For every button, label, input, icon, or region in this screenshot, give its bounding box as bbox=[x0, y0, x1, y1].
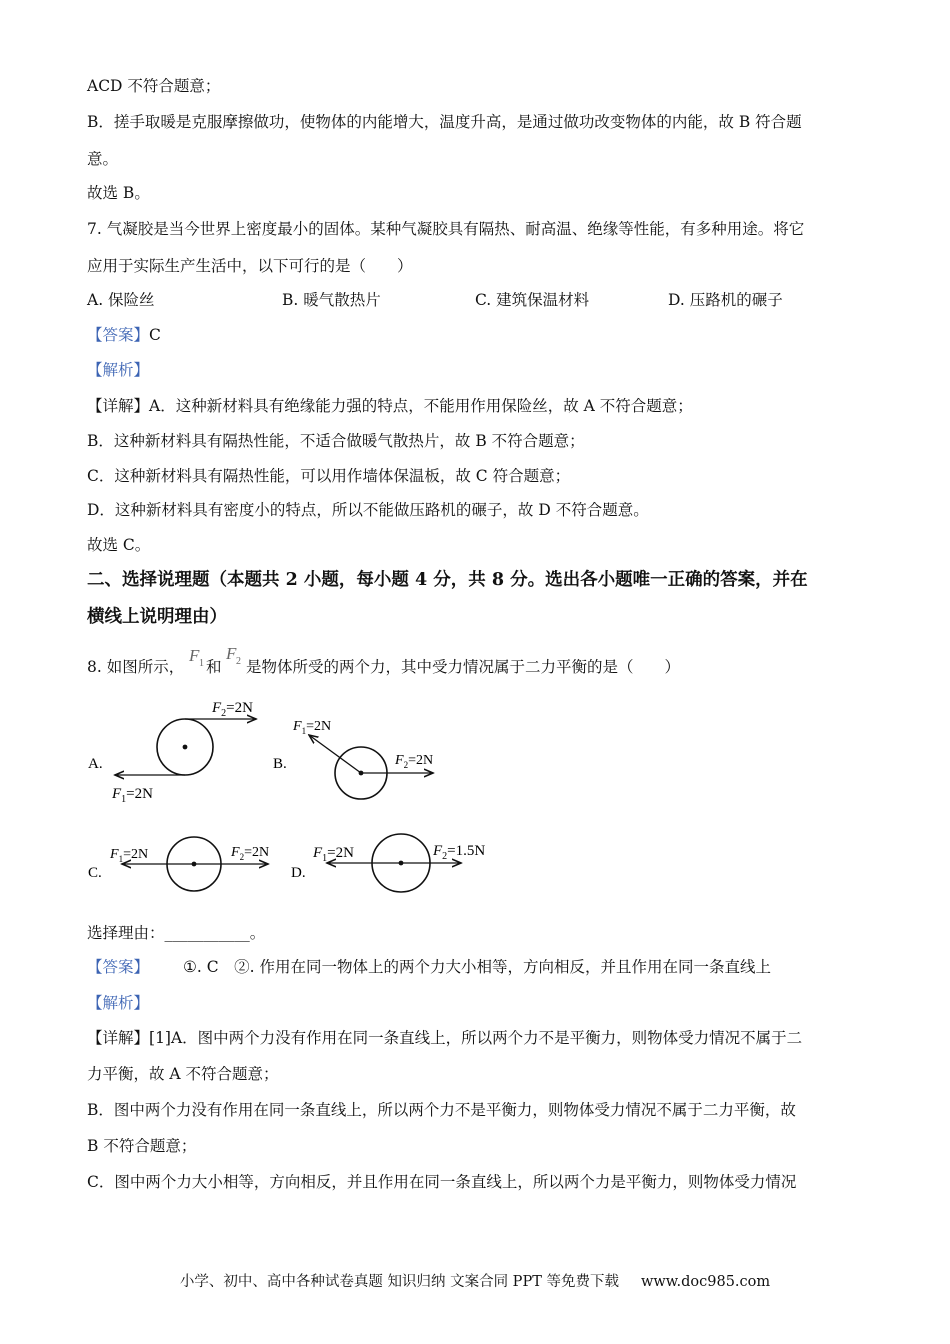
q7-detail-3: C．这种新材料具有隔热性能，可以用作墙体保温板，故 C 符合题意； bbox=[87, 467, 571, 485]
formula-f2: F bbox=[226, 644, 237, 663]
answer-value: ①. C ②. 作用在同一物体上的两个力大小相等，方向相反，并且作用在同一条直线上 bbox=[183, 958, 771, 976]
section-2-heading-2: 横线上说明理由） bbox=[87, 607, 227, 627]
figure-b-f1-label: $F_1=2N$ bbox=[293, 719, 332, 736]
page-footer bbox=[0, 1270, 950, 1291]
text-line: ACD 不符合题意； bbox=[87, 77, 221, 95]
footer-url[interactable]: www.doc985.com bbox=[640, 1274, 771, 1290]
figure-c-f2-label: $F_2=2N$ bbox=[231, 845, 270, 862]
q7-choose: 故选 C。 bbox=[87, 536, 151, 554]
detail-text: [1]A．图中两个力没有作用在同一条直线上，所以两个力不是平衡力，则物体受力情况不属于二 bbox=[149, 1029, 803, 1047]
q7-analysis bbox=[87, 360, 149, 380]
section-2-heading-1: 二、选择说理题（本题共 2 小题，每小题 4 分，共 8 分。选出各小题唯一正确的答案，并在 bbox=[87, 570, 808, 590]
q7-answer bbox=[87, 325, 161, 345]
figure-c-label: C. bbox=[88, 865, 102, 881]
detail-tag: 【详解】 bbox=[87, 397, 150, 415]
formula-f2-sub: 2 bbox=[236, 656, 241, 667]
q8-suffix: 是物体所受的两个力，其中受力情况属于二力平衡的是（ ） bbox=[246, 658, 681, 676]
figure-d-f1-label: $F_1=2N$ bbox=[313, 845, 354, 864]
q8-analysis bbox=[87, 993, 149, 1013]
q7-option-c: C. 建筑保温材料 bbox=[475, 291, 590, 309]
q8-answer bbox=[87, 957, 771, 977]
detail-tag: 【详解】 bbox=[87, 1029, 150, 1047]
q8-formula bbox=[186, 641, 248, 675]
figure-a-center bbox=[183, 745, 188, 750]
figure-d-f2-label: $F_2=1.5N$ bbox=[433, 843, 486, 862]
analysis-tag: 【解析】 bbox=[87, 361, 150, 379]
text-line: 意。 bbox=[87, 150, 119, 168]
q8-detail-1 bbox=[87, 1028, 802, 1048]
formula-f1-sub: 1 bbox=[199, 658, 204, 669]
figure-b bbox=[265, 705, 455, 805]
figure-d bbox=[285, 828, 510, 900]
figure-b-f2-label: $F_2=2N$ bbox=[395, 753, 434, 770]
q8-and: 和 bbox=[206, 658, 222, 676]
figure-c-f1-label: $F_1=2N$ bbox=[110, 847, 149, 864]
q7-detail-4: D．这种新材料具有密度小的特点，所以不能做压路机的碾子，故 D 不符合题意。 bbox=[87, 501, 649, 519]
question-8 bbox=[87, 657, 184, 677]
q7-option-d: D. 压路机的碾子 bbox=[668, 291, 783, 309]
text-line: 故选 B。 bbox=[87, 184, 150, 202]
figure-b-label: B. bbox=[273, 756, 287, 772]
formula-f1: F bbox=[189, 646, 200, 665]
answer-value: C bbox=[149, 326, 161, 344]
text-line: B．搓手取暖是克服摩擦做功，使物体的内能增大，温度升高，是通过做功改变物体的内能，故 B 符合题 bbox=[87, 113, 802, 131]
figure-d-label: D. bbox=[291, 865, 306, 881]
q7-detail-1 bbox=[87, 396, 693, 416]
figure-a-label: A. bbox=[88, 756, 103, 772]
q7-detail-2: B．这种新材料具有隔热性能，不适合做暖气散热片，故 B 不符合题意； bbox=[87, 432, 585, 450]
figure-c bbox=[80, 830, 290, 900]
figure-a bbox=[80, 690, 280, 810]
detail-text: A．这种新材料具有绝缘能力强的特点，不能用作用保险丝，故 A 不符合题意； bbox=[149, 397, 693, 415]
footer-text: 小学、初中、高中各种试卷真题 知识归纳 文案合同 PPT 等免费下载 bbox=[179, 1274, 619, 1290]
q7-option-a: A. 保险丝 bbox=[87, 291, 155, 309]
analysis-tag: 【解析】 bbox=[87, 994, 150, 1012]
answer-tag: 【答案】 bbox=[87, 958, 150, 976]
question-7-line-1: 7. 气凝胶是当今世界上密度最小的固体。某种气凝胶具有隔热、耐高温、绝缘等性能，有多种用途。将它 bbox=[87, 220, 805, 238]
figure-a-f2-label: $F_2=2N$ bbox=[212, 700, 253, 719]
q8-detail-2: 力平衡，故 A 不符合题意； bbox=[87, 1065, 279, 1083]
reason-line: 选择理由：___________。 bbox=[87, 924, 266, 942]
figure-a-f1-label: $F_1=2N$ bbox=[112, 786, 153, 805]
question-7-line-2: 应用于实际生产生活中，以下可行的是（ ） bbox=[87, 257, 413, 275]
q8-detail-3: B．图中两个力没有作用在同一条直线上，所以两个力不是平衡力，则物体受力情况不属于二力平衡，故 bbox=[87, 1101, 796, 1119]
q7-option-b: B. 暖气散热片 bbox=[282, 291, 381, 309]
answer-tag: 【答案】 bbox=[87, 326, 150, 344]
q8-detail-5: C．图中两个力大小相等，方向相反，并且作用在同一条直线上，所以两个力是平衡力，则物体受力情况 bbox=[87, 1173, 797, 1191]
q8-prefix: 8. 如图所示， bbox=[87, 658, 185, 676]
q8-detail-4: B 不符合题意； bbox=[87, 1137, 197, 1155]
